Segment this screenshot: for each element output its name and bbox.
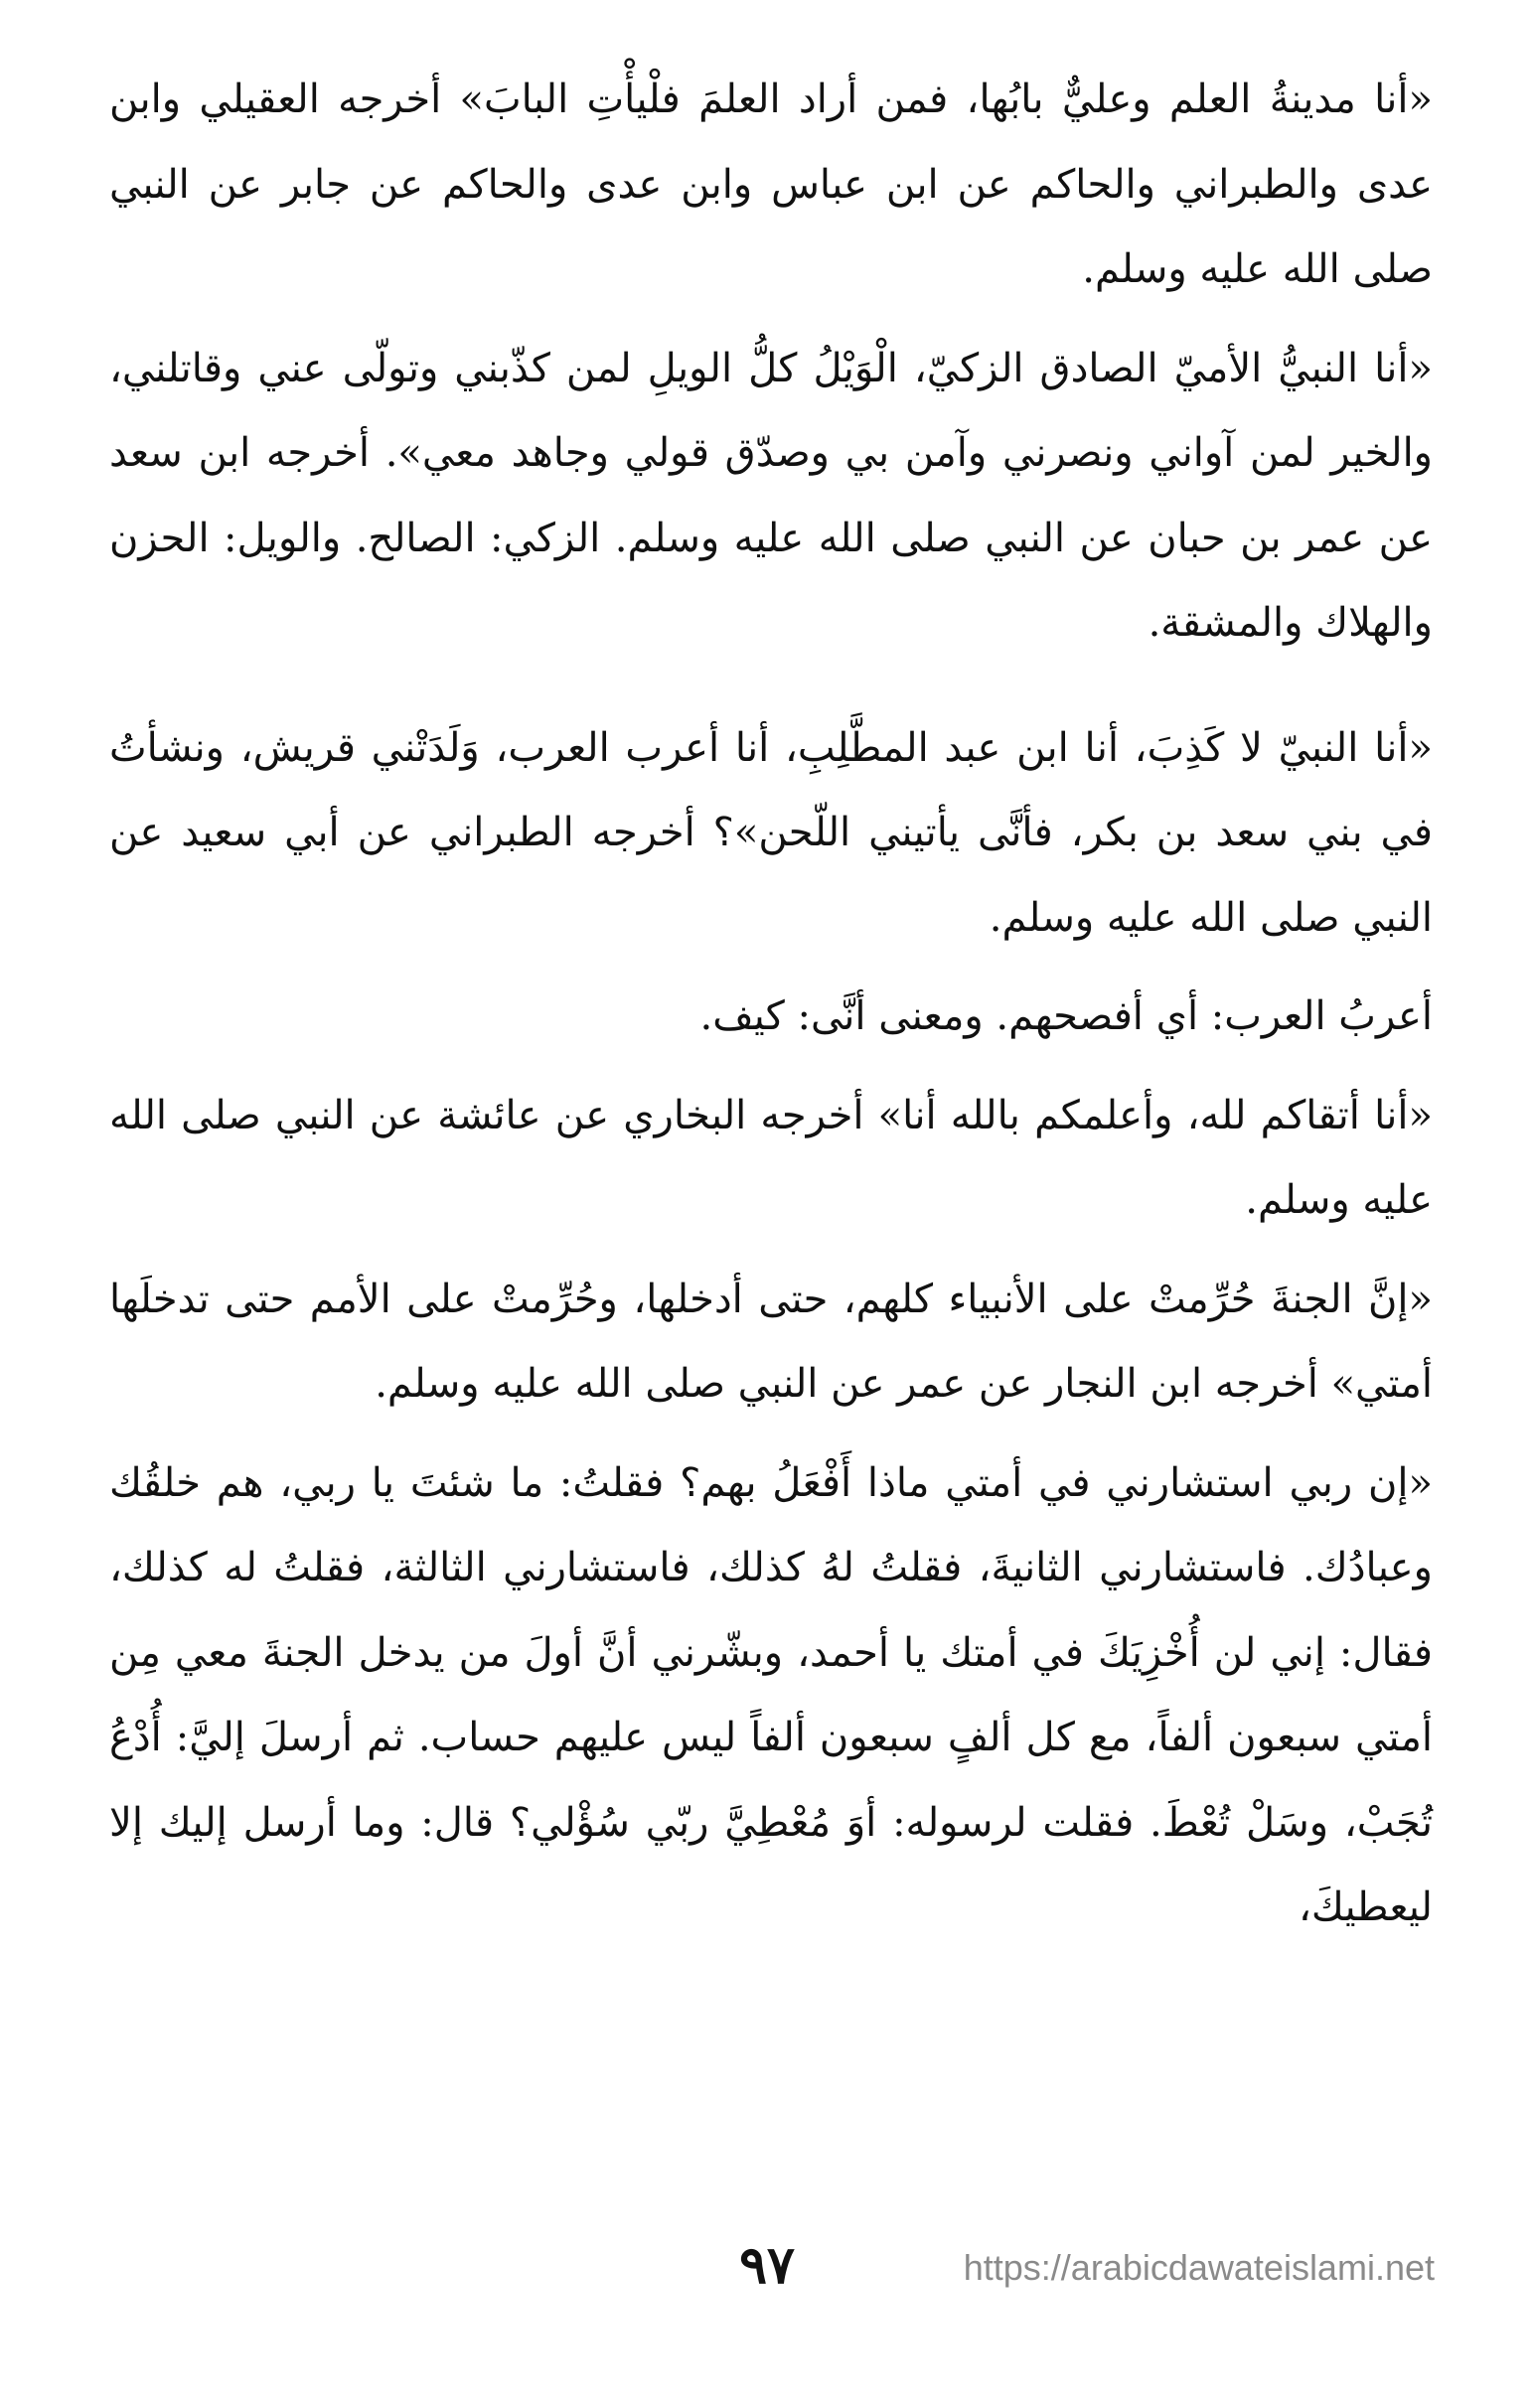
paragraph-hadith-city-of-knowledge: «أنا مدينةُ العلم وعليٌّ بابُها، فمن أراد العلمَ فلْيأْتِ البابَ» أخرجه العقيلي وابن عدى والطبراني والحاكم عن ابن عباس وابن عدى والحاكم عن جابر عن النبي صلى الله عليه وسلم. — [109, 76, 1433, 292]
paragraph-hadith-lord-consulted: «إن ربي استشارني في أمتي ماذا أَفْعَلُ بهم؟ فقلتُ: ما شئتَ يا ربي، هم خلقُك وعبادُك. فاستشارني الثانيةَ، فقلتُ لهُ كذلك، فاستشارني الثالثة، فقلتُ له كذلك، فقال: إني لن أُخْزِيَكَ في أمتك يا أحمد، وبشّرني أنَّ أولَ من يدخل الجنةَ معي مِن أمتي سبعون ألفاً، مع كل ألفٍ سبعون ألفاً ليس عليهم حساب. ثم أرسلَ إليَّ: أُدْعُ تُجَبْ، وسَلْ تُعْطَ. فقلت لرسوله: أوَ مُعْطِيَّ ربّي سُؤْلي؟ قال: وما أرسل إليك إلا ليعطيكَ، — [109, 1459, 1433, 1930]
body-text — [109, 58, 1433, 1951]
page-number: ٩٧ — [739, 2235, 795, 2296]
paragraph-explanation-arab: أعربُ العرب: أي أفصحهم. ومعنى أنَّى: كيف. — [699, 993, 1433, 1039]
paragraph-hadith-most-eloquent: «أنا النبيّ لا كَذِبَ، أنا ابن عبد المطَّلِبِ، أنا أعرب العرب، وَلَدَتْني قريش، ونشأتُ في بني سعد بن بكر، فأنَّى يأتيني اللّحن»؟ أخرجه الطبراني عن أبي سعيد عن النبي صلى الله عليه وسلم. — [109, 724, 1434, 941]
paragraph-hadith-paradise-forbidden: «إنَّ الجنةَ حُرِّمتْ على الأنبياء كلهم، حتى أدخلها، وحُرِّمتْ على الأمم حتى تدخلَها أمتي» أخرجه ابن النجار عن عمر عن النبي صلى الله عليه وسلم. — [109, 1276, 1433, 1407]
paragraph-hadith-most-pious: «أنا أتقاكم لله، وأعلمكم بالله أنا» أخرجه البخاري عن عائشة عن النبي صلى الله عليه وسلم. — [109, 1092, 1433, 1223]
watermark-url: https://arabicdawateislami.net — [963, 2247, 1435, 2288]
paragraph-hadith-ummi-prophet: «أنا النبيُّ الأميّ الصادق الزكيّ، الْوَيْلُ كلُّ الويلِ لمن كذّبني وتولّى عني وقاتلني، والخير لمن آواني ونصرني وآمن بي وصدّق قولي وجاهد معي». أخرجه ابن سعد عن عمر بن حبان عن النبي صلى الله عليه وسلم. الزكي: الصالح. والويل: الحزن والهلاك والمشقة. — [109, 345, 1433, 646]
